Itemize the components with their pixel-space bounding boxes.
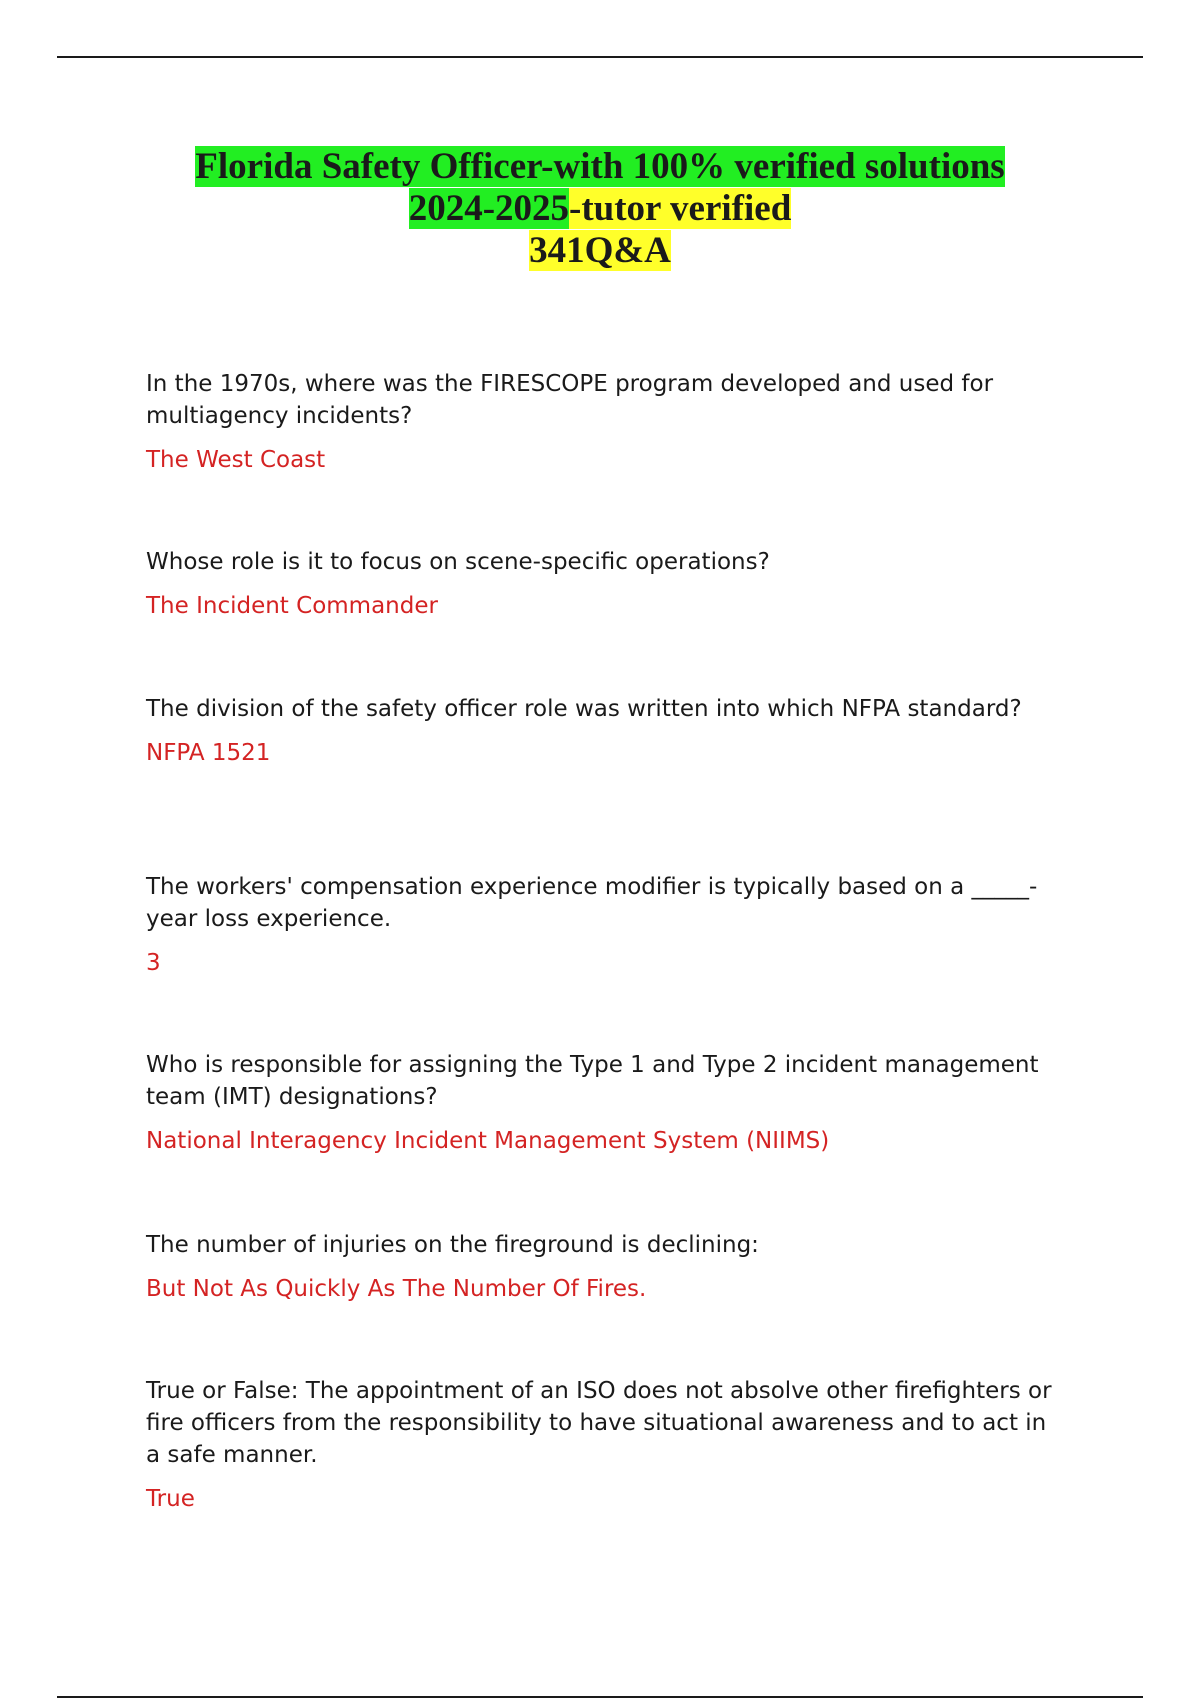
question-text: In the 1970s, where was the FIRESCOPE program developed and used for multiagency incidents?	[146, 371, 994, 429]
question-text: The number of injuries on the fireground is declining:	[146, 1232, 759, 1258]
title-tutor-verified: -tutor verified	[569, 188, 792, 229]
document-title	[100, 146, 1100, 272]
header-rule	[57, 56, 1143, 58]
qa-item-6	[146, 1229, 1066, 1305]
qa-item-7	[146, 1375, 1066, 1515]
footer-rule	[57, 1696, 1143, 1698]
qa-item-5	[146, 1049, 1066, 1157]
answer-text: National Interagency Incident Management System (NIIMS)	[146, 1128, 830, 1154]
question-text: The division of the safety officer role was written into which NFPA standard?	[146, 696, 1022, 722]
qa-item-4	[146, 871, 1066, 979]
answer-text: The West Coast	[146, 447, 326, 473]
qa-item-2	[146, 546, 1066, 622]
answer-text: But Not As Quickly As The Number Of Fires.	[146, 1276, 647, 1302]
title-question-count: 341Q&A	[529, 230, 671, 271]
answer-text: The Incident Commander	[146, 593, 438, 619]
question-text: The workers' compensation experience modifier is typically based on a _____-year loss experience.	[146, 874, 1038, 932]
title-year-highlight: 2024-2025	[408, 188, 570, 229]
answer-text: 3	[146, 950, 161, 976]
qa-item-1	[146, 368, 1066, 476]
title-highlight-green: Florida Safety Officer-with 100% verified solutions	[195, 146, 1005, 187]
answer-text: True	[146, 1486, 195, 1512]
answer-text: NFPA 1521	[146, 740, 271, 766]
question-text: True or False: The appointment of an ISO does not absolve other firefighters or fire officers from the responsibility to have situational awareness and to act in a safe manner.	[146, 1378, 1052, 1468]
question-text: Who is responsible for assigning the Type 1 and Type 2 incident management team (IMT) designations?	[146, 1052, 1039, 1110]
qa-item-3	[146, 693, 1066, 769]
question-text: Whose role is it to focus on scene-specific operations?	[146, 549, 770, 575]
